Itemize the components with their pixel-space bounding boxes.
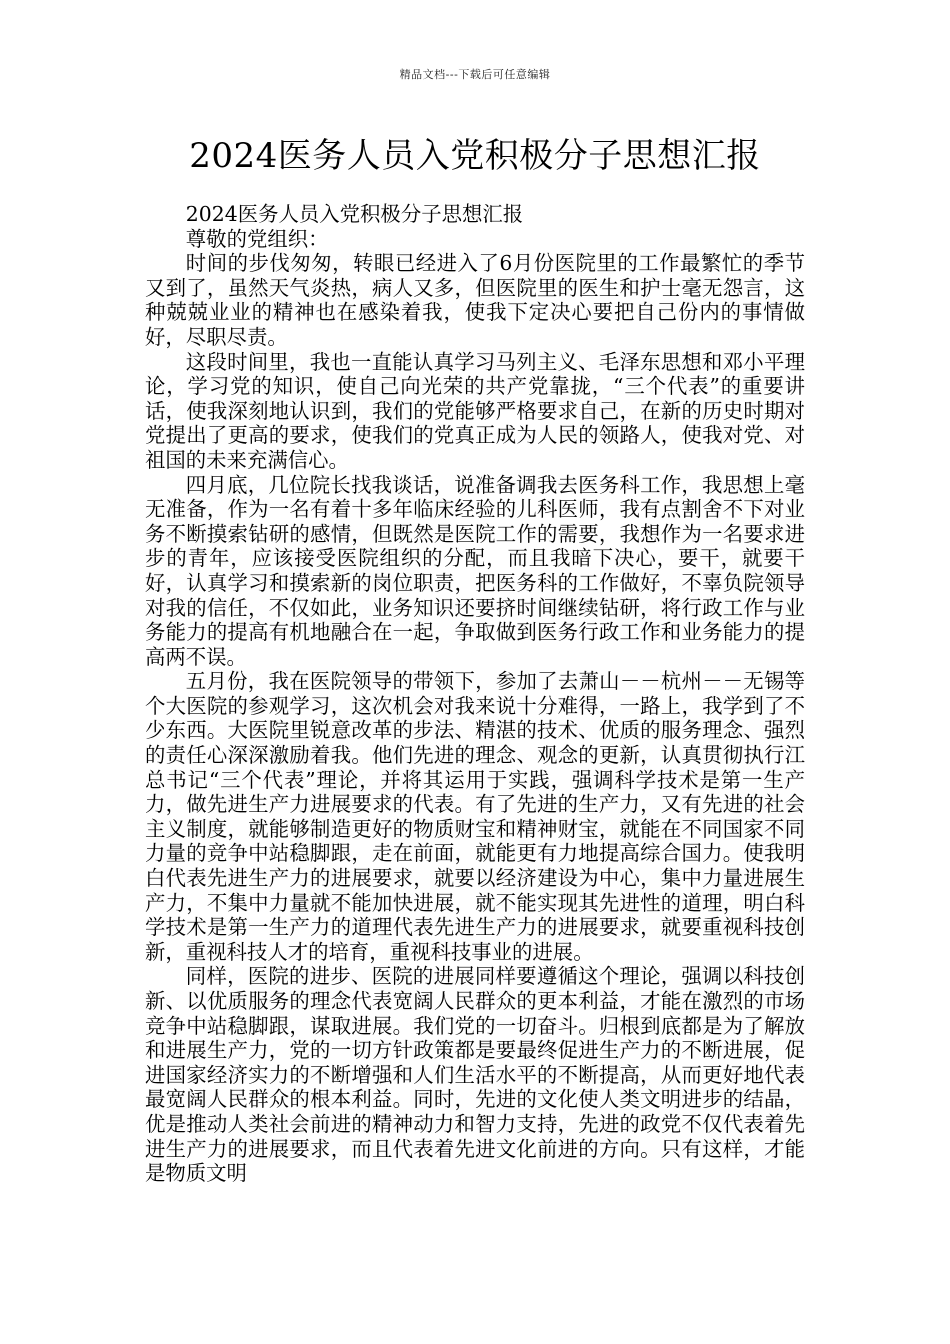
body-paragraph: 四月底，几位院长找我谈话，说准备调我去医务科工作，我思想上毫无准备，作为一名有着十多年临床经验的儿科医师，我有点割舍不下对业务不断摸索钻研的感情，但既然是医院工作的需要，我想作为一名要求进步的青年，应该接受医院组织的分配，而且我暗下决心，要干，就要干好，认真学习和摸索新的岗位职责，把医务科的工作做好，不辜负院领导对我的信任，不仅如此，业务知识还要挤时间继续钻研，将行政工作与业务能力的提高有机地融合在一起，争取做到医务行政工作和业务能力的提高两不误。 bbox=[145, 472, 805, 669]
document-body bbox=[145, 202, 805, 1186]
body-paragraph: 这段时间里，我也一直能认真学习马列主义、毛泽东思想和邓小平理论，学习党的知识，使自己向光荣的共产党靠拢，“三个代表”的重要讲话，使我深刻地认识到，我们的党能够严格要求自己，在新的历史时期对党提出了更高的要求，使我们的党真正成为人民的领路人，使我对党、对祖国的未来充满信心。 bbox=[145, 349, 805, 472]
body-paragraph: 同样，医院的进步、医院的进展同样要遵循这个理论，强调以科技创新、以优质服务的理念代表宽阔人民群众的更本利益，才能在激烈的市场竞争中站稳脚跟，谋取进展。我们党的一切奋斗。归根到底都是为了解放和进展生产力，党的一切方针政策都是要最终促进生产力的不断进展，促进国家经济实力的不断增强和人们生活水平的不断提高，从而更好地代表最宽阔人民群众的根本利益。同时，先进的文化使人类文明进步的结晶，优是推动人类社会前进的精神动力和智力支持，先进的政党不仅代表着先进生产力的进展要求，而且代表着先进文化前进的方向。只有这样，才能是物质文明 bbox=[145, 964, 805, 1186]
body-paragraph: 时间的步伐匆匆，转眼已经进入了6月份医院里的工作最繁忙的季节又到了，虽然天气炎热，病人又多，但医院里的医生和护士毫无怨言，这种兢兢业业的精神也在感染着我，使我下定决心要把自己份内的事情做好，尽职尽责。 bbox=[145, 251, 805, 349]
salutation-paragraph: 尊敬的党组织： bbox=[185, 226, 329, 251]
subtitle-paragraph: 2024医务人员入党积极分子思想汇报 bbox=[185, 202, 524, 226]
document-title: 2024医务人员入党积极分子思想汇报 bbox=[189, 136, 761, 176]
body-paragraph: 五月份，我在医院领导的带领下，参加了去萧山－－杭州－－无锡等个大医院的参观学习，这次机会对我来说十分难得，一路上，我学到了不少东西。大医院里锐意改革的步法、精湛的技术、优质的服务理念、强烈的责任心深深激励着我。他们先进的理念、观念的更新，认真贯彻执行江总书记“三个代表”理论，并将其运用于实践，强调科学技术是第一生产力，做先进生产力进展要求的代表。有了先进的生产力，又有先进的社会主义制度，就能够制造更好的物质财宝和精神财宝，就能在不同国家不同力量的竞争中站稳脚跟，走在前面，就能更有力地提高综合国力。使我明白代表先进生产力的进展要求，就要以经济建设为中心，集中力量进展生产力，不集中力量就不能加快进展，就不能实现其先进性的道理，明白科学技术是第一生产力的道理代表先进生产力的进展要求，就要重视科技创新，重视科技人才的培育，重视科技事业的进展。 bbox=[145, 669, 805, 964]
page-header-note: 精品文档---下载后可任意编辑 bbox=[399, 68, 551, 81]
